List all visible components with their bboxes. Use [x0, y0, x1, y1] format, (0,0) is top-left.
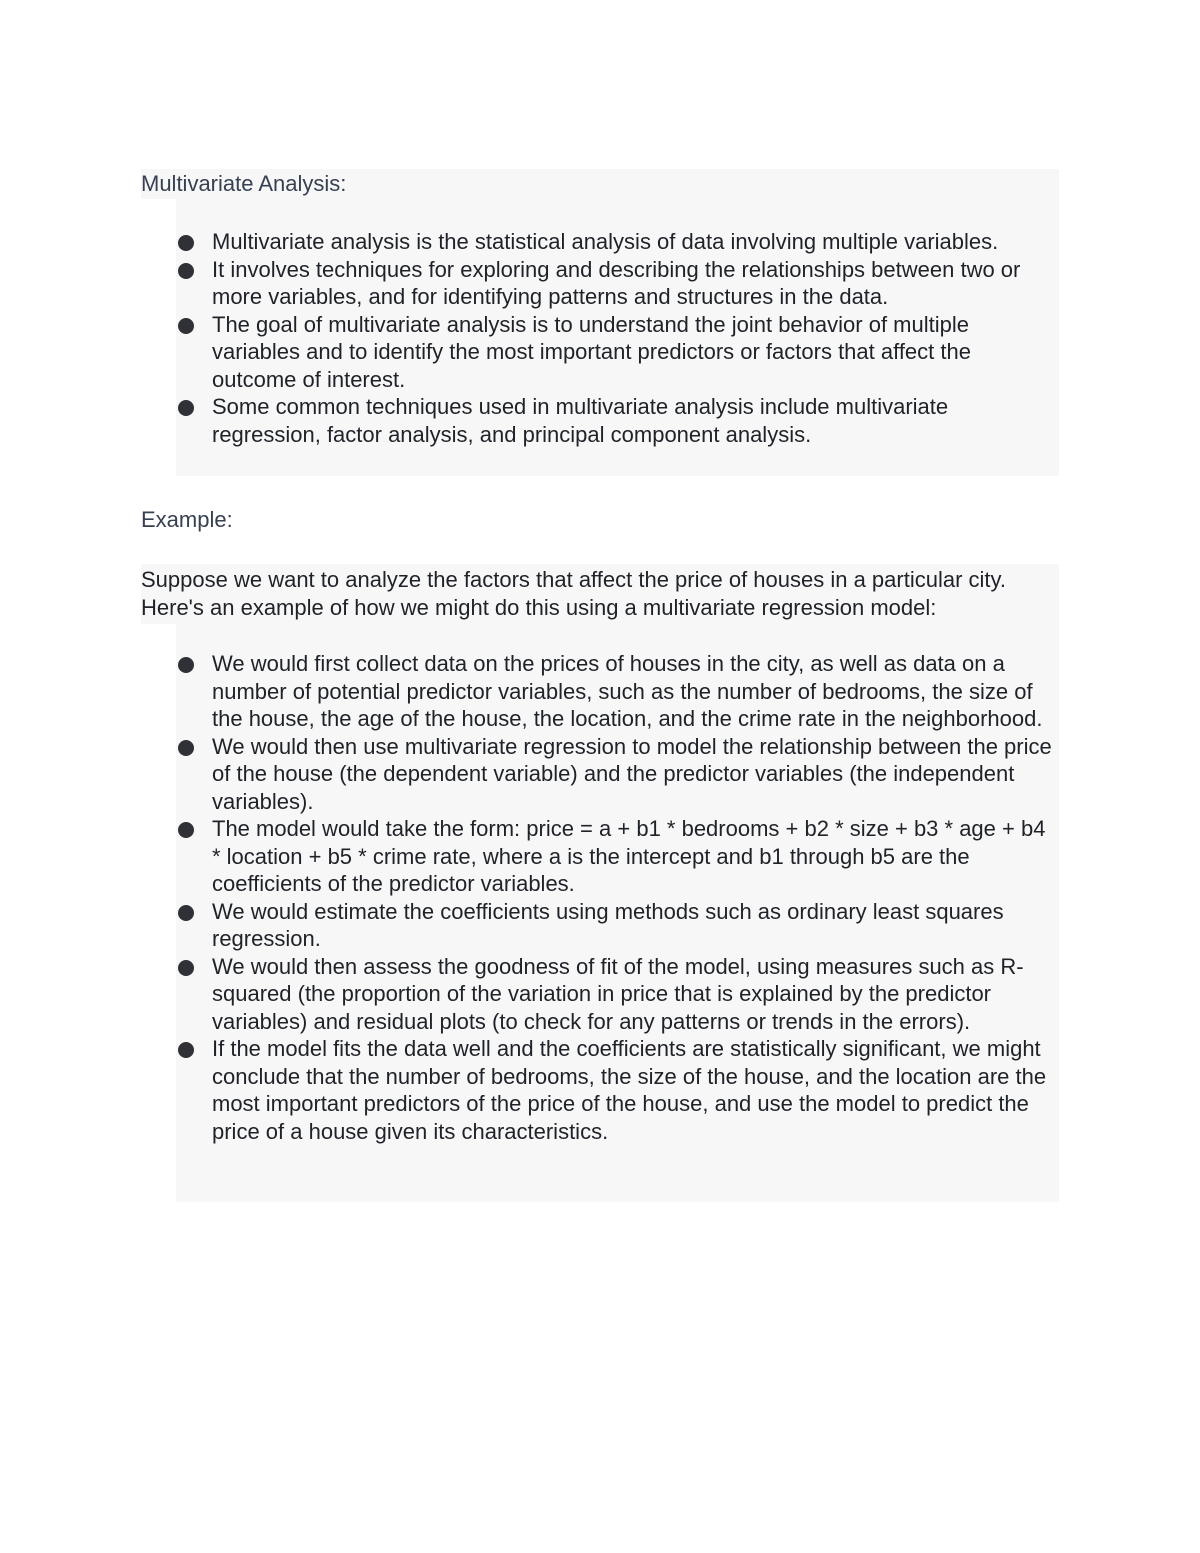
list-item-text: It involves techniques for exploring and describing the relationships between two or more variables, and for identifying patterns and structures in the data.	[212, 256, 1021, 309]
bullet-dot-icon	[178, 740, 194, 756]
bullet-dot-icon	[178, 235, 194, 251]
list-item	[176, 311, 1059, 394]
list-item	[176, 650, 1059, 733]
section-heading-example: Example:	[141, 507, 233, 532]
list-item	[176, 733, 1059, 816]
list-item	[176, 256, 1059, 311]
bullet-dot-icon	[178, 960, 194, 976]
list-item	[176, 393, 1059, 448]
bullet-dot-icon	[178, 822, 194, 838]
section-heading-multivariate-analysis: Multivariate Analysis:	[141, 171, 347, 196]
list-item	[176, 953, 1059, 1036]
example-intro-paragraph: Suppose we want to analyze the factors that affect the price of houses in a particular city. Here's an example of how we might do this using a multivariate regression model:	[141, 567, 1007, 620]
list-item-text: We would then assess the goodness of fit of the model, using measures such as R-squared (the proportion of the variation in price that is explained by the predictor variables) and residual plots (to check for any patterns or trends in the errors).	[212, 953, 1024, 1034]
list-item-text: We would first collect data on the prices of houses in the city, as well as data on a number of potential predictor variables, such as the number of bedrooms, the size of the house, the age of the house, the location, and the crime rate in the neighborhood.	[212, 651, 1043, 731]
bullet-dot-icon	[178, 263, 194, 279]
bullet-dot-icon	[178, 1042, 194, 1058]
list-item-text: Some common techniques used in multivariate analysis include multivariate regression, factor analysis, and principal component analysis.	[212, 394, 949, 447]
bullet-dot-icon	[178, 400, 194, 416]
bullet-dot-icon	[178, 905, 194, 921]
list-item-text: The model would take the form: price = a + b1 * bedrooms + b2 * size + b3 * age + b4 * location + b5 * crime rate, where a is the intercept and b1 through b5 are the coefficients of the predictor variables.	[212, 816, 1046, 896]
list-item-text: If the model fits the data well and the coefficients are statistically significant, we might conclude that the number of bedrooms, the size of the house, and the location are the most important predictors of the price of the house, and use the model to predict the price of a house given its characteristics.	[212, 1036, 1047, 1144]
list-item	[176, 228, 1059, 256]
list-item-text: The goal of multivariate analysis is to understand the joint behavior of multiple variables and to identify the most important predictors or factors that affect the outcome of interest.	[212, 311, 971, 392]
bullet-dot-icon	[178, 657, 194, 673]
example-bullet-list	[176, 650, 1059, 1145]
list-item-text: We would then use multivariate regression to model the relationship between the price of the house (the dependent variable) and the predictor variables (the independent variables).	[212, 733, 1052, 814]
list-item	[176, 1035, 1059, 1145]
list-item	[176, 898, 1059, 953]
list-item-text: We would estimate the coefficients using methods such as ordinary least squares regression.	[212, 898, 1004, 951]
bullet-dot-icon	[178, 318, 194, 334]
list-item	[176, 815, 1059, 898]
list-item-text: Multivariate analysis is the statistical analysis of data involving multiple variables.	[212, 229, 999, 254]
multivariate-analysis-bullet-list	[176, 228, 1059, 448]
